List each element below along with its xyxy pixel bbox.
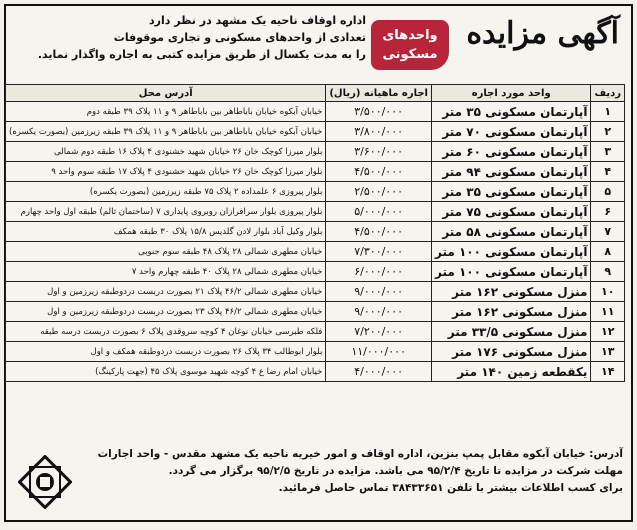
notice-footer: [14, 446, 623, 514]
row-index: ۸: [591, 242, 625, 262]
row-address: بلوار میرزا کوچک خان ۲۶ خیابان شهید خشنودی ۴ پلاک ۱۷ طبقه سوم واحد ۹: [6, 162, 326, 182]
row-address: خیابان مطهری شمالی ۴۶/۲ پلاک ۲۳ بصورت دربست دردوطبقه زیرزمین و اول: [6, 302, 326, 322]
table-row: [6, 122, 625, 142]
row-unit: منزل مسکونی ۳۳/۵ متر: [431, 322, 590, 342]
table-row: [6, 342, 625, 362]
table-row: [6, 182, 625, 202]
intro-text: [16, 12, 366, 63]
table-row: [6, 202, 625, 222]
intro-line-2: تعدادی از واحدهای مسکونی و تجاری موقوفات: [113, 31, 366, 44]
row-index: ۳: [591, 142, 625, 162]
table-row: [6, 162, 625, 182]
row-unit: منزل مسکونی ۱۷۶ متر: [431, 342, 590, 362]
row-address: خیابان آبکوه خیابان باباطاهر بین باباطاهر ۹ و ۱۱ پلاک ۳۹ طبقه زیرزمین (بصورت یکسره): [6, 122, 326, 142]
row-unit: آپارتمان مسکونی ۷۵ متر: [431, 202, 590, 222]
row-rent: ۴/۵۰۰/۰۰۰: [326, 162, 432, 182]
row-unit: منزل مسکونی ۱۶۲ متر: [431, 302, 590, 322]
row-address: بلوار پیروزی ۶ علمداده ۲ پلاک ۷۵ طبقه زیرزمین (بصورت یکسره): [6, 182, 326, 202]
row-rent: ۴/۵۰۰/۰۰۰: [326, 222, 432, 242]
table-header-row: [6, 85, 625, 102]
row-index: ۱: [591, 102, 625, 122]
table-row: [6, 222, 625, 242]
category-badge: [371, 20, 449, 70]
header-unit: واحد مورد اجاره: [431, 85, 590, 102]
row-rent: ۳/۵۰۰/۰۰۰: [326, 102, 432, 122]
row-index: ۵: [591, 182, 625, 202]
badge-line-1: واحدهای: [382, 28, 438, 43]
row-unit: یکقطعه زمین ۱۴۰ متر: [431, 362, 590, 382]
row-address: بلوار ابوطالب ۳۴ پلاک ۲۶ بصورت دربست دردوطبقه همکف و اول: [6, 342, 326, 362]
row-unit: منزل مسکونی ۱۶۲ متر: [431, 282, 590, 302]
row-rent: ۹/۰۰۰/۰۰۰: [326, 302, 432, 322]
row-rent: ۷/۲۰۰/۰۰۰: [326, 322, 432, 342]
row-index: ۶: [591, 202, 625, 222]
row-unit: آپارتمان مسکونی ۷۰ متر: [431, 122, 590, 142]
footer-contact: برای کسب اطلاعات بیشتر با تلفن ۳۸۴۳۳۶۵۱ تماس حاصل فرمائید.: [278, 482, 623, 494]
row-unit: آپارتمان مسکونی ۶۰ متر: [431, 142, 590, 162]
row-unit: آپارتمان مسکونی ۳۵ متر: [431, 182, 590, 202]
table-row: [6, 302, 625, 322]
row-index: ۱۲: [591, 322, 625, 342]
row-rent: ۵/۰۰۰/۰۰۰: [326, 202, 432, 222]
table-row: [6, 242, 625, 262]
table-row: [6, 362, 625, 382]
header-address: آدرس محل: [6, 85, 326, 102]
footer-deadline: مهلت شرکت در مزایده تا تاریخ ۹۵/۲/۴ می باشد. مزایده در تاریخ ۹۵/۲/۵ برگزار می گردد.: [168, 465, 623, 477]
header-rent: اجاره ماهیانه (ریال): [326, 85, 432, 102]
badge-line-2: مسکونی: [382, 47, 438, 62]
row-index: ۷: [591, 222, 625, 242]
row-index: ۹: [591, 262, 625, 282]
row-address: خیابان مطهری شمالی ۴۶/۲ پلاک ۲۱ بصورت دربست دردوطبقه زیرزمین و اول: [6, 282, 326, 302]
row-address: بلوار پیروزی بلوار سرافرازان روبروی پایداری ۷ (ساختمان ثالم) طبقه اول واحد چهارم: [6, 202, 326, 222]
row-index: ۱۴: [591, 362, 625, 382]
auction-notice: [4, 4, 633, 522]
row-address: خیابان مطهری شمالی ۲۸ پلاک ۴۸ طبقه سوم جنوبی: [6, 242, 326, 262]
row-index: ۱۳: [591, 342, 625, 362]
row-rent: ۷/۳۰۰/۰۰۰: [326, 242, 432, 262]
row-unit: آپارتمان مسکونی ۹۴ متر: [431, 162, 590, 182]
row-unit: آپارتمان مسکونی ۱۰۰ متر: [431, 262, 590, 282]
table-row: [6, 102, 625, 122]
row-index: ۱۱: [591, 302, 625, 322]
row-address: فلکه طبرسی خیابان نوغان ۴ کوچه سروقدی پلاک ۶ بصورت دربست درسه طبقه: [6, 322, 326, 342]
row-rent: ۳/۸۰۰/۰۰۰: [326, 122, 432, 142]
row-rent: ۲/۵۰۰/۰۰۰: [326, 182, 432, 202]
row-unit: آپارتمان مسکونی ۳۵ متر: [431, 102, 590, 122]
row-index: ۲: [591, 122, 625, 142]
intro-line-1: اداره اوقاف ناحیه یک مشهد در نظر دارد: [149, 14, 366, 27]
table-row: [6, 282, 625, 302]
row-address: خیابان امام رضا ع ۴ کوچه شهید موسوی پلاک ۴۵ (جهت پارکینگ): [6, 362, 326, 382]
row-rent: ۴/۰۰۰/۰۰۰: [326, 362, 432, 382]
row-address: بلوار وکیل آباد بلوار لادن گلدیس ۱۵/۸ پلاک ۳۰ طبقه همکف: [6, 222, 326, 242]
row-rent: ۹/۰۰۰/۰۰۰: [326, 282, 432, 302]
table-row: [6, 262, 625, 282]
organization-seal-icon: [16, 454, 74, 510]
row-rent: ۶/۰۰۰/۰۰۰: [326, 262, 432, 282]
footer-address: آدرس: خیابان آبکوه مقابل پمپ بنزین، اداره اوقاف و امور خیریه ناحیه یک مشهد مقدس - واحد اجارات: [97, 448, 623, 460]
row-unit: آپارتمان مسکونی ۱۰۰ متر: [431, 242, 590, 262]
notice-title: آگهی مزایده: [466, 16, 619, 51]
row-rent: ۳/۶۰۰/۰۰۰: [326, 142, 432, 162]
row-address: بلوار میرزا کوچک خان ۲۶ خیابان شهید خشنودی ۴ پلاک ۱۶ طبقه دوم شمالی: [6, 142, 326, 162]
table-row: [6, 142, 625, 162]
row-rent: ۱۱/۰۰۰/۰۰۰: [326, 342, 432, 362]
row-index: ۱۰: [591, 282, 625, 302]
row-address: خیابان آبکوه خیابان باباطاهر بین باباطاهر ۹ و ۱۱ پلاک ۳۹ طبقه دوم: [6, 102, 326, 122]
intro-line-3: را به مدت یکسال از طریق مزایده کتبی به اجاره واگذار نماید.: [37, 48, 366, 61]
notice-header: [10, 10, 627, 80]
row-unit: آپارتمان مسکونی ۵۸ متر: [431, 222, 590, 242]
row-index: ۴: [591, 162, 625, 182]
row-address: خیابان مطهری شمالی ۲۸ پلاک ۴۰ طبقه چهارم واحد ۷: [6, 262, 326, 282]
header-index: ردیف: [591, 85, 625, 102]
rental-units-table: [5, 84, 625, 382]
table-row: [6, 322, 625, 342]
